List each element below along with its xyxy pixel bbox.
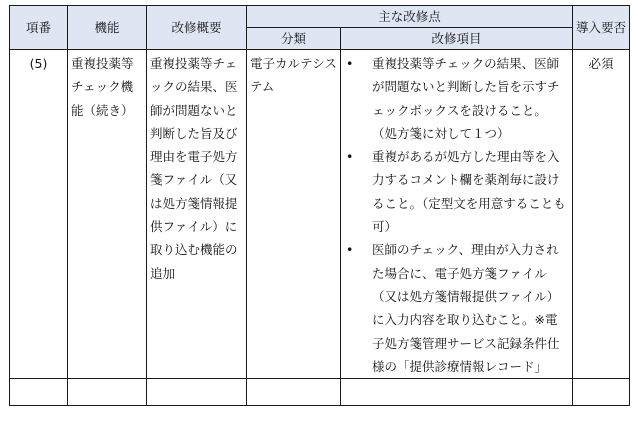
header-item-no: 項番: [10, 6, 68, 50]
list-item: [344, 145, 569, 238]
cell-summary: 重複投薬等チェックの結果、医師が問題ないと判断した旨及び理由を電子処方箋ファイル（又は処方箋情報提供ファイル）に取り込む機能の追加: [147, 50, 247, 379]
list-item-note: [344, 122, 569, 145]
header-category: 分類: [247, 28, 341, 50]
cell-required: 必須: [573, 50, 630, 379]
point-text: 医師のチェック、理由が入力された場合に、電子処方箋ファイル（又は処方箋情報提供ファイル）に入力内容を取り込むこと。※電子処方箋管理サービス記録条件仕様の「提供診療情報レコード」: [372, 242, 560, 374]
cell-empty: [341, 379, 573, 406]
spec-table: [9, 5, 630, 406]
cell-empty: [10, 379, 68, 406]
bullet-icon: •: [346, 242, 354, 258]
cell-empty: [573, 379, 630, 406]
cell-empty: [68, 379, 147, 406]
table-row-continuation: [10, 379, 630, 406]
cell-detail: [341, 50, 573, 379]
cell-empty: [247, 379, 341, 406]
header-function: 機能: [68, 6, 147, 50]
cell-empty: [147, 379, 247, 406]
bullet-icon: •: [346, 149, 354, 165]
cell-function: 重複投薬等チェック機能（続き）: [68, 50, 147, 379]
cell-category: 電子カルテシステム: [247, 50, 341, 379]
list-item: [344, 238, 569, 378]
header-detail: 改修項目: [341, 28, 573, 50]
list-item: [344, 52, 569, 122]
point-text: 重複投薬等チェックの結果、医師が問題ないと判断した旨を示すチェックボックスを設けること。: [372, 56, 560, 118]
point-note: （処方箋に対して１つ）: [372, 125, 510, 141]
points-list: [344, 52, 569, 378]
header-summary: 改修概要: [147, 6, 247, 50]
header-required: 導入要否: [573, 6, 630, 50]
point-text: 重複があるが処方した理由等を入力するコメント欄を薬剤毎に設けること。（定型文を用意することも可）: [372, 149, 566, 235]
bullet-icon: •: [346, 56, 354, 71]
cell-item-no: (5): [10, 50, 68, 379]
header-main-points: 主な改修点: [247, 6, 573, 28]
table-row: [10, 50, 630, 379]
